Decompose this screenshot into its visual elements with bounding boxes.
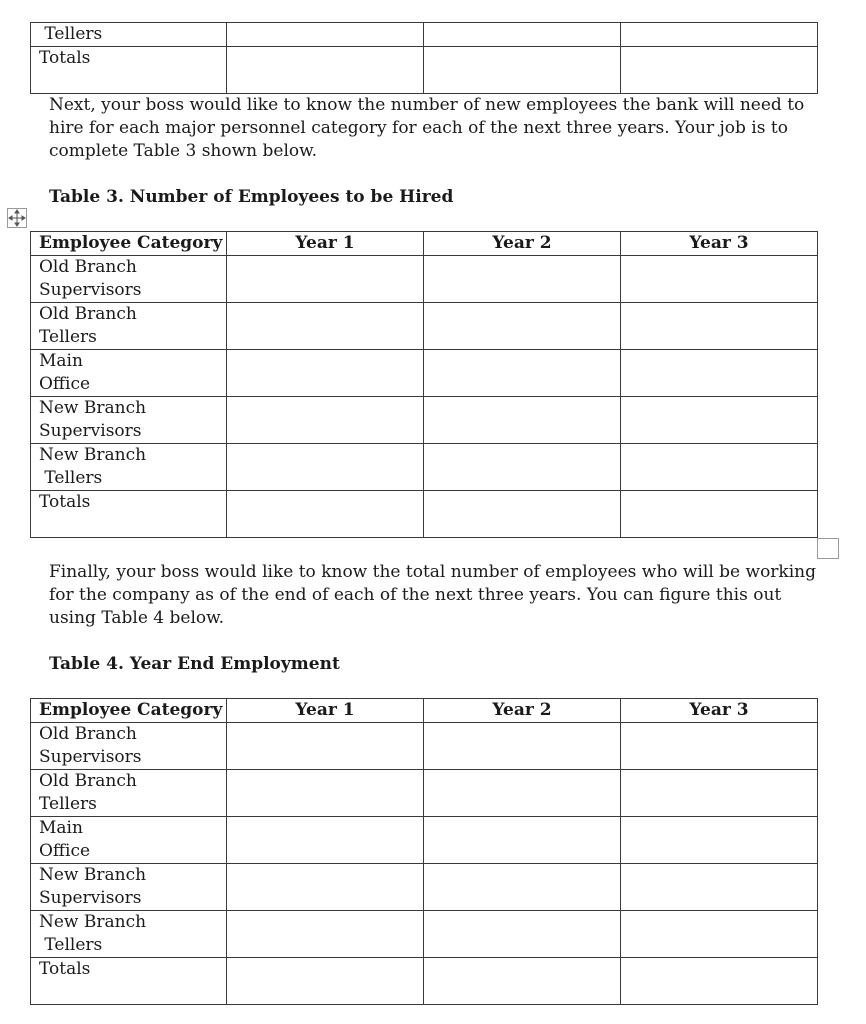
column-header: Year 3 bbox=[621, 699, 818, 723]
table-row bbox=[31, 817, 818, 864]
table-move-handle-icon[interactable] bbox=[7, 208, 27, 228]
table-row bbox=[31, 444, 818, 491]
value-cell[interactable] bbox=[227, 770, 424, 817]
category-cell[interactable]: Main Office bbox=[31, 817, 227, 864]
table-row bbox=[31, 958, 818, 1005]
value-cell[interactable] bbox=[424, 303, 621, 350]
table-row bbox=[31, 23, 818, 47]
value-cell[interactable] bbox=[227, 723, 424, 770]
category-cell[interactable]: New Branch Supervisors bbox=[31, 397, 227, 444]
value-cell[interactable] bbox=[621, 491, 818, 538]
table-row bbox=[31, 491, 818, 538]
category-cell[interactable]: Old Branch Tellers bbox=[31, 770, 227, 817]
category-cell[interactable]: Totals bbox=[31, 47, 227, 94]
value-cell[interactable] bbox=[227, 303, 424, 350]
value-cell[interactable] bbox=[424, 817, 621, 864]
value-cell[interactable] bbox=[227, 23, 424, 47]
value-cell[interactable] bbox=[227, 491, 424, 538]
value-cell[interactable] bbox=[424, 491, 621, 538]
value-cell[interactable] bbox=[227, 817, 424, 864]
value-cell[interactable] bbox=[424, 350, 621, 397]
table-row bbox=[31, 397, 818, 444]
value-cell[interactable] bbox=[424, 911, 621, 958]
value-cell[interactable] bbox=[621, 350, 818, 397]
value-cell[interactable] bbox=[227, 864, 424, 911]
table-row bbox=[31, 47, 818, 94]
category-cell[interactable]: Totals bbox=[31, 958, 227, 1005]
value-cell[interactable] bbox=[621, 256, 818, 303]
value-cell[interactable] bbox=[227, 397, 424, 444]
table3-caption: Table 3. Number of Employees to be Hired bbox=[49, 187, 454, 207]
category-cell[interactable]: Totals bbox=[31, 491, 227, 538]
value-cell[interactable] bbox=[424, 256, 621, 303]
value-cell[interactable] bbox=[621, 911, 818, 958]
value-cell[interactable] bbox=[621, 47, 818, 94]
value-cell[interactable] bbox=[424, 864, 621, 911]
table4-caption: Table 4. Year End Employment bbox=[49, 654, 340, 674]
value-cell[interactable] bbox=[621, 397, 818, 444]
value-cell[interactable] bbox=[424, 47, 621, 94]
value-cell[interactable] bbox=[227, 47, 424, 94]
value-cell[interactable] bbox=[424, 770, 621, 817]
value-cell[interactable] bbox=[621, 444, 818, 491]
category-cell[interactable]: Old Branch Tellers bbox=[31, 303, 227, 350]
value-cell[interactable] bbox=[621, 864, 818, 911]
table-header-row bbox=[31, 232, 818, 256]
value-cell[interactable] bbox=[227, 958, 424, 1005]
column-header: Year 3 bbox=[621, 232, 818, 256]
value-cell[interactable] bbox=[621, 23, 818, 47]
value-cell[interactable] bbox=[227, 444, 424, 491]
table-row bbox=[31, 303, 818, 350]
paragraph-table3-intro: Next, your boss would like to know the number of new employees the bank will need to hire for each major personnel category for each of the next three years. Your job is to complete Table 3 shown below. bbox=[49, 95, 805, 161]
column-header: Employee Category bbox=[31, 232, 227, 256]
column-header: Year 1 bbox=[227, 232, 424, 256]
value-cell[interactable] bbox=[621, 723, 818, 770]
category-cell[interactable]: Main Office bbox=[31, 350, 227, 397]
value-cell[interactable] bbox=[424, 23, 621, 47]
column-header: Year 1 bbox=[227, 699, 424, 723]
table-row bbox=[31, 911, 818, 958]
value-cell[interactable] bbox=[227, 350, 424, 397]
column-header: Year 2 bbox=[424, 232, 621, 256]
value-cell[interactable] bbox=[621, 770, 818, 817]
category-cell[interactable]: New Branch Tellers bbox=[31, 911, 227, 958]
value-cell[interactable] bbox=[424, 444, 621, 491]
table-resize-handle[interactable] bbox=[817, 538, 839, 559]
table3 bbox=[30, 231, 818, 538]
category-cell[interactable]: New Branch Tellers bbox=[31, 444, 227, 491]
category-cell[interactable]: Tellers bbox=[31, 23, 227, 47]
value-cell[interactable] bbox=[621, 817, 818, 864]
value-cell[interactable] bbox=[424, 723, 621, 770]
column-header: Employee Category bbox=[31, 699, 227, 723]
paragraph-table4-intro: Finally, your boss would like to know the total number of employees who will be working for the company as of the end of each of the next three years. You can figure this out using Table 4 below. bbox=[49, 562, 817, 628]
value-cell[interactable] bbox=[621, 303, 818, 350]
table-header-row bbox=[31, 699, 818, 723]
table-row bbox=[31, 350, 818, 397]
value-cell[interactable] bbox=[227, 256, 424, 303]
column-header: Year 2 bbox=[424, 699, 621, 723]
table-row bbox=[31, 864, 818, 911]
table2-continuation bbox=[30, 22, 818, 94]
table-row bbox=[31, 256, 818, 303]
value-cell[interactable] bbox=[424, 958, 621, 1005]
value-cell[interactable] bbox=[424, 397, 621, 444]
category-cell[interactable]: New Branch Supervisors bbox=[31, 864, 227, 911]
category-cell[interactable]: Old Branch Supervisors bbox=[31, 723, 227, 770]
category-cell[interactable]: Old Branch Supervisors bbox=[31, 256, 227, 303]
value-cell[interactable] bbox=[621, 958, 818, 1005]
table4 bbox=[30, 698, 818, 1005]
table-row bbox=[31, 770, 818, 817]
value-cell[interactable] bbox=[227, 911, 424, 958]
table-row bbox=[31, 723, 818, 770]
